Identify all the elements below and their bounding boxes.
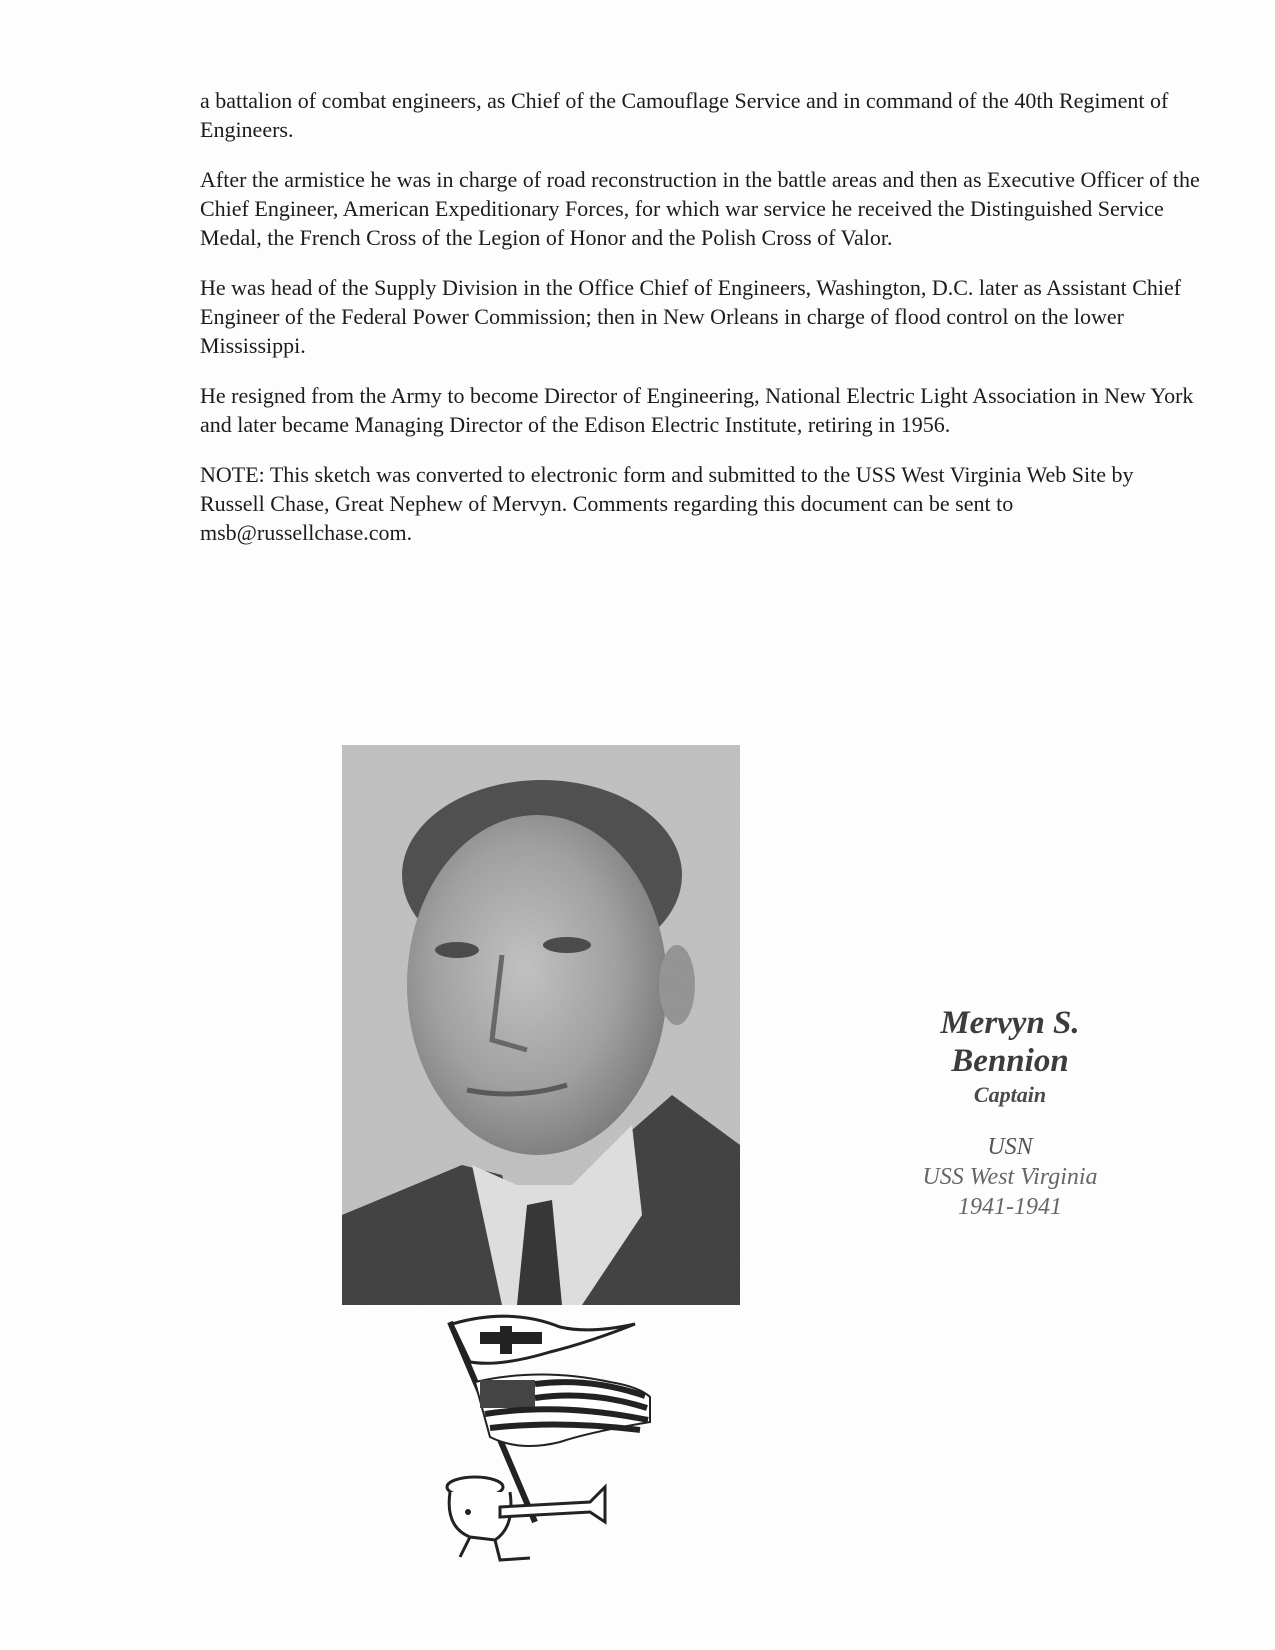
portrait-photo xyxy=(342,745,740,1305)
portrait-caption xyxy=(890,1004,1130,1222)
caption-name-first: Mervyn S. xyxy=(940,1005,1080,1041)
paragraph-resigned: He resigned from the Army to become Director of Engineering, National Electric Light Association in New York and later became Managing Director of the Edison Electric Institute, retiring in 1956. xyxy=(200,383,1194,437)
caption-rank: Captain xyxy=(973,1082,1047,1107)
us-flag-icon xyxy=(475,1375,650,1447)
flag-bugler-emblem xyxy=(440,1312,660,1562)
caption-name-last: Bennion xyxy=(951,1043,1069,1079)
paragraph-armistice: After the armistice he was in charge of road reconstruction in the battle areas and then as Executive Officer of the Chief Engineer, American Expeditionary Forces, for which war service he received the Distinguished Service Medal, the French Cross of the Legion of Honor and the Polish Cross of Valor. xyxy=(200,167,1200,250)
paragraph-engineers: a battalion of combat engineers, as Chief of the Camouflage Service and in command of the 40th Regiment of Engineers. xyxy=(200,88,1169,142)
paragraph-supply-division: He was head of the Supply Division in the Office Chief of Engineers, Washington, D.C. later as Assistant Chief Engineer of the Federal Power Commission; then in New Orleans in charge of flood control on the lower Mississippi. xyxy=(200,275,1182,358)
caption-ship: USS West Virginia xyxy=(922,1164,1098,1190)
portrait-image-icon xyxy=(342,745,740,1305)
body-text xyxy=(200,86,1200,568)
flag-bugler-icon xyxy=(440,1312,660,1562)
paragraph-note: NOTE: This sketch was converted to electronic form and submitted to the USS West Virginia Web Site by Russell Chase, Great Nephew of Mervyn. Comments regarding this document can be sent to msb@russellchase.com. xyxy=(200,462,1134,545)
caption-service: USN xyxy=(987,1134,1033,1160)
caption-years: 1941-1941 xyxy=(958,1194,1062,1220)
